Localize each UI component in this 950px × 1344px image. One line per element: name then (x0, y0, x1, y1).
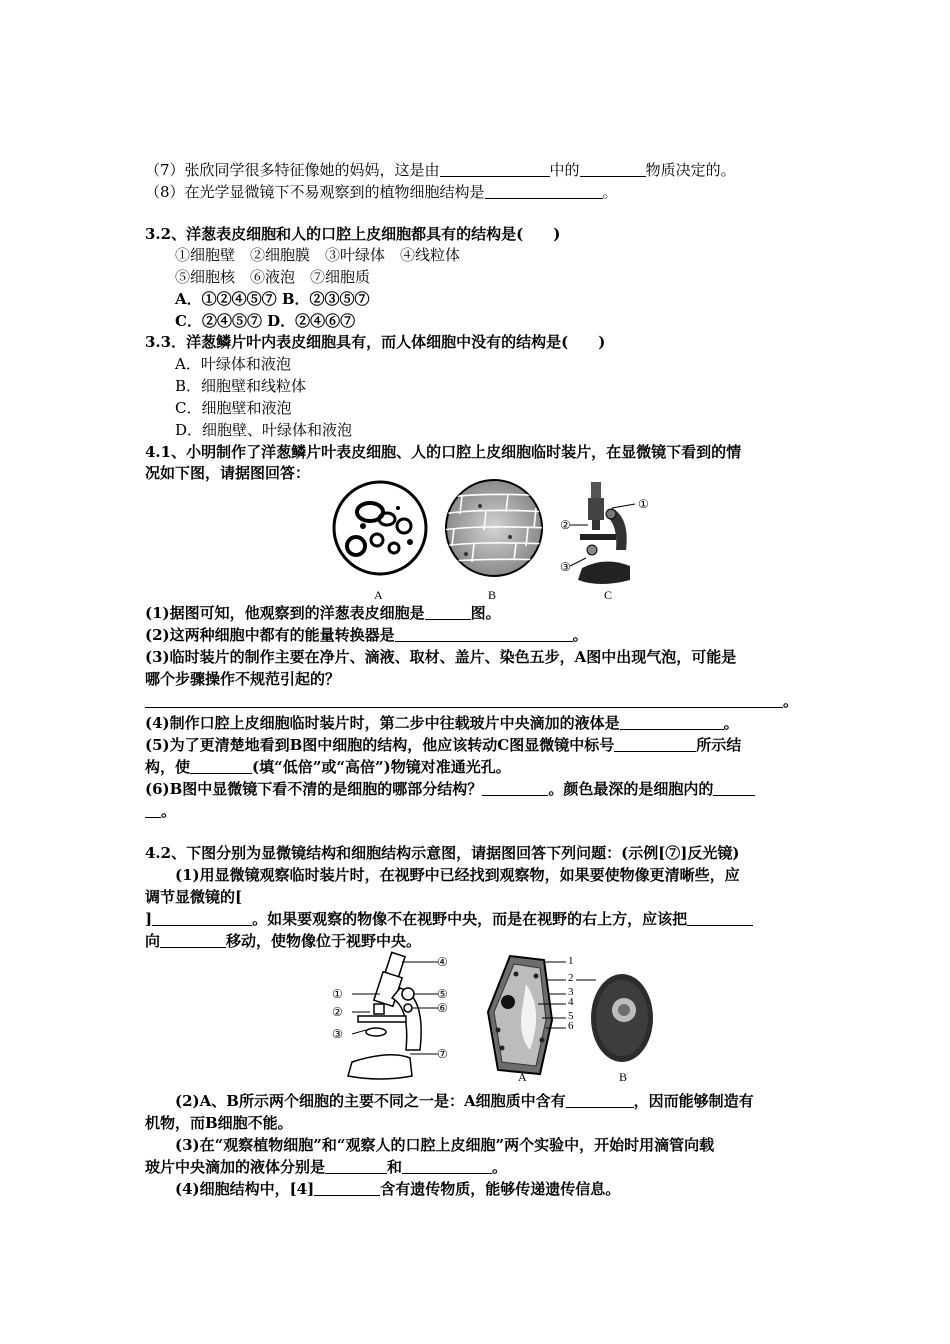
q41-figure (330, 478, 670, 602)
q32-stem: 3.2、洋葱表皮细胞和人的口腔上皮细胞都具有的结构是( ) (145, 225, 561, 243)
micro-label-3: ③ (332, 1027, 343, 1041)
q42-sub1-line4: 向 移动，使物像位于视野中央。 (145, 932, 422, 950)
q41-sub6-blank-2[interactable] (713, 781, 755, 796)
micro-label-1: ① (332, 987, 343, 1001)
figure-microscope (348, 952, 438, 1079)
q41-sub3-line2: 哪个步骤操作不规范引起的？ (145, 670, 341, 688)
cell-label-3: 3 (568, 986, 574, 998)
q7-line (145, 160, 736, 180)
q7-text-b: 中的 (549, 161, 580, 179)
q7-blank-2[interactable] (580, 162, 646, 177)
q41-sub4: (4)制作口腔上皮细胞临时装片时，第二步中往载玻片中央滴加的液体是 。 (145, 714, 739, 732)
figure-b-onion-cells (442, 480, 550, 576)
q33-choice-a[interactable]: A．叶绿体和液泡 (175, 355, 291, 373)
cell-label-6: 6 (568, 1020, 574, 1032)
figure-c-label-2: ② (560, 518, 571, 532)
q41-sub5-blank-2[interactable] (190, 759, 252, 774)
figure-c-label-3: ③ (560, 560, 571, 574)
figure-cell-b-animal (591, 974, 653, 1062)
q32-options-2: ⑤细胞核 ⑥液泡 ⑦细胞质 (175, 268, 371, 286)
q32-choices-ab[interactable]: A．①②④⑤⑦ B．②③⑤⑦ (175, 290, 370, 308)
q41-sub3-line1: (3)临时装片的制作主要在净片、滴液、取材、盖片、染色五步，A图中出现气泡，可能是 (145, 648, 737, 666)
q42-sub1-line2: 调节显微镜的[ (145, 888, 243, 906)
cell-label-1: 1 (568, 955, 574, 967)
q42-sub3-blank-1[interactable] (325, 1159, 387, 1174)
q33-choice-c[interactable]: C．细胞壁和液泡 (175, 399, 292, 417)
q41-sub5-line1: (5)为了更清楚地看到B图中细胞的结构，他应该转动C图显微镜中标号 所示结 (145, 736, 742, 754)
q7-text-a: （7）张欣同学很多特征像她的妈妈，这是由 (145, 161, 440, 179)
figure-c-caption: C (604, 588, 613, 602)
q42-sub3-blank-2[interactable] (402, 1159, 492, 1174)
q42-sub1-blank-2[interactable] (687, 911, 753, 926)
figure-c-label-1: ① (638, 497, 649, 511)
figure-b-caption: B (488, 588, 497, 602)
q41-sub2: (2)这两种细胞中都有的能量转换器是 。 (145, 626, 588, 644)
q41-sub3-line3: 。 (145, 691, 798, 711)
q41-sub3-blank[interactable] (145, 693, 783, 708)
q42-sub2-blank[interactable] (566, 1093, 634, 1108)
q41-sub6-blank-2-cont[interactable] (145, 803, 161, 818)
q7-text-c: 物质决定的。 (645, 161, 736, 179)
figure-cell-a-plant (488, 956, 552, 1074)
q41-sub6-line2: 。 (145, 801, 176, 821)
figure-a-caption: A (374, 588, 383, 602)
q42-stem: 4.2、下图分别为显微镜结构和细胞结构示意图，请据图回答下列问题：(示例[⑦]反光镜) (145, 844, 740, 862)
q42-sub1-blank-3[interactable] (160, 933, 226, 948)
cell-a-caption: A (518, 1070, 527, 1084)
q33-choice-d[interactable]: D．细胞壁、叶绿体和液泡 (175, 421, 353, 439)
q8-line (145, 182, 618, 202)
figure-a-cheek-cells (334, 482, 426, 574)
figure-c-microscope (570, 482, 635, 584)
q42-sub3-line1: (3)在“观察植物细胞”和“观察人的口腔上皮细胞”两个实验中，开始时用滴管向载 (175, 1136, 715, 1154)
cell-label-5: 5 (568, 1010, 574, 1022)
cell-b-caption: B (619, 1070, 628, 1084)
cell-label-4: 4 (568, 996, 574, 1008)
q41-sub6-line1: (6)B图中显微镜下看不清的是细胞的哪部分结构？ 。颜色最深的是细胞内的 (145, 779, 755, 799)
micro-label-7: ⑦ (437, 1047, 448, 1061)
micro-label-5: ⑤ (437, 987, 448, 1001)
micro-label-4: ④ (437, 955, 448, 969)
q41-stem-1: 4.1、小明制作了洋葱鳞片叶表皮细胞、人的口腔上皮细胞临时装片，在显微镜下看到的情 (145, 443, 742, 461)
q32-options-1: ①细胞壁 ②细胞膜 ③叶绿体 ④线粒体 (175, 246, 461, 264)
q41-sub2-blank[interactable] (395, 627, 573, 642)
cell-label-2: 2 (568, 972, 574, 984)
q32-choices-cd[interactable]: C．②④⑤⑦ D．②④⑥⑦ (175, 312, 356, 330)
q33-choice-b[interactable]: B．细胞壁和线粒体 (175, 377, 307, 395)
q42-sub4-blank[interactable] (314, 1181, 380, 1196)
q42-sub1-blank-1[interactable] (152, 911, 252, 926)
q41-sub4-blank[interactable] (620, 715, 724, 730)
q41-sub5-line2: 构，使 (填“低倍”或“高倍”)物镜对准通光孔。 (145, 758, 511, 776)
micro-label-2: ② (332, 1005, 343, 1019)
q41-sub1-blank[interactable] (425, 605, 471, 620)
q42-sub2-line1: (2)A、B所示两个细胞的主要不同之一是：A细胞质中含有 ，因而能够制造有 (175, 1092, 754, 1110)
q42-figure (330, 950, 670, 1086)
q42-sub1-line1: (1)用显微镜观察临时装片时，在视野中已经找到观察物，如果要使物像更清晰些，应 (175, 866, 740, 884)
q8-blank[interactable] (485, 184, 603, 199)
micro-label-6: ⑥ (437, 1001, 448, 1015)
q7-blank-1[interactable] (440, 162, 550, 177)
q42-sub4: (4)细胞结构中，[4] 含有遗传物质，能够传递遗传信息。 (175, 1180, 621, 1198)
q33-stem: 3.3．洋葱鳞片叶内表皮细胞具有，而人体细胞中没有的结构是( ) (145, 333, 606, 351)
q42-sub3-line2: 玻片中央滴加的液体分别是 和 。 (145, 1158, 508, 1176)
q42-sub2-line2: 机物，而B细胞不能。 (145, 1114, 293, 1132)
q41-sub6-blank-1[interactable] (482, 781, 548, 796)
q42-sub1-line3: ] 。如果要观察的物像不在视野中央，而是在视野的右上方，应该把 (145, 909, 753, 929)
q41-sub5-blank-1[interactable] (614, 737, 696, 752)
q8-text-b: 。 (602, 183, 618, 201)
q41-stem-2: 况如下图，请据图回答： (145, 464, 311, 482)
q41-sub1: (1)据图可知，他观察到的洋葱表皮细胞是 图。 (145, 604, 501, 622)
q8-text-a: （8）在光学显微镜下不易观察到的植物细胞结构是 (145, 183, 485, 201)
